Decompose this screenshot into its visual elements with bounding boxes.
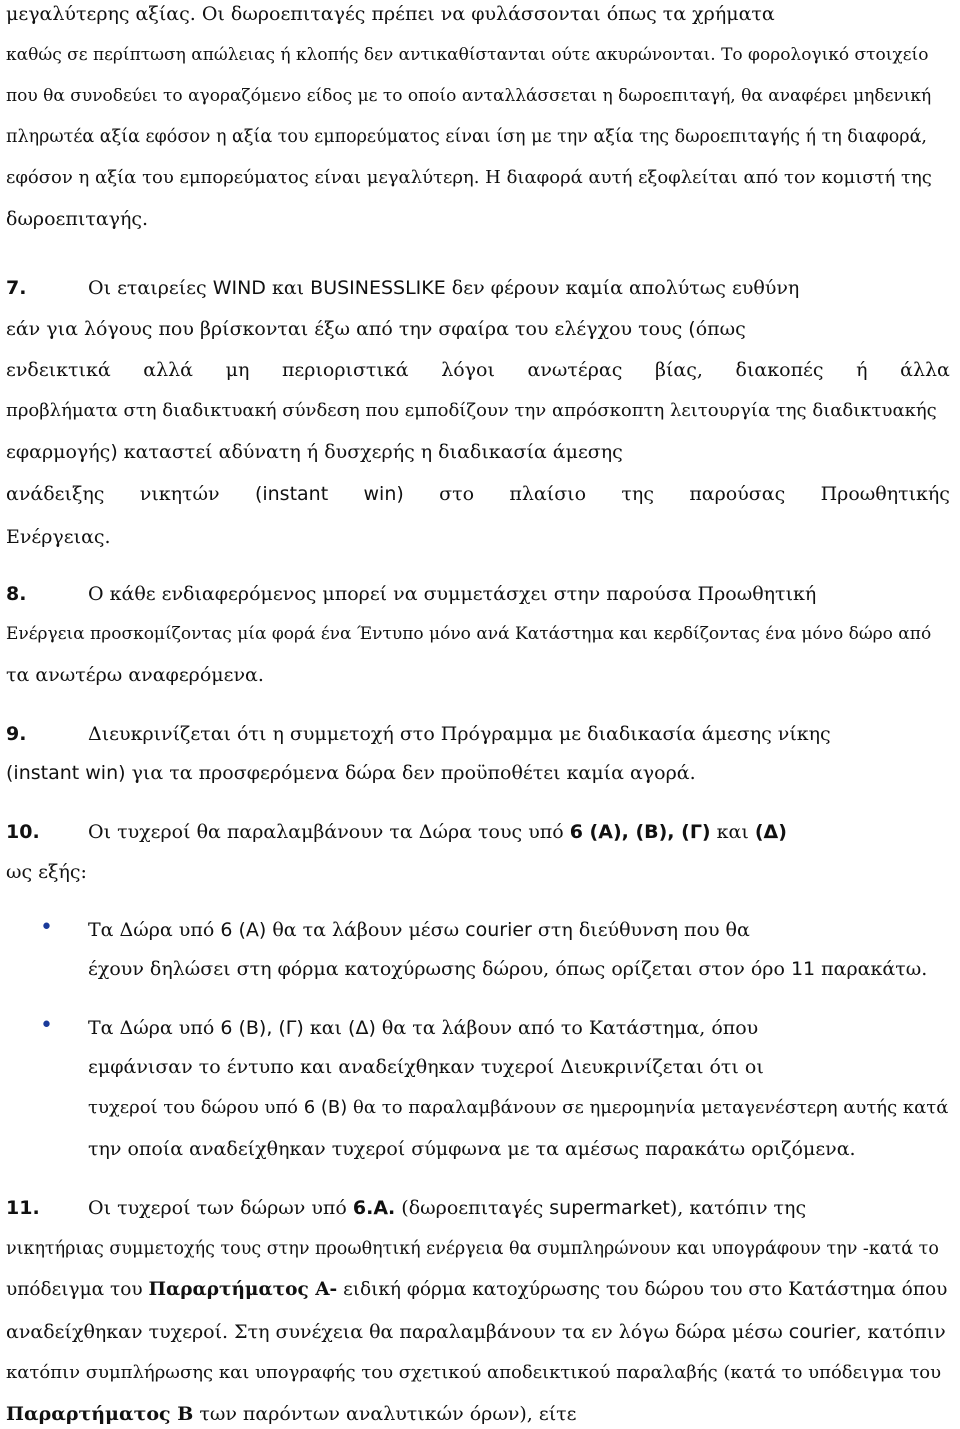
text-line: που θα συνοδεύει το αγοραζόμενο είδος με το οποίο ανταλλάσσεται η δωροεπιταγή, θα αναφέρει μηδενική bbox=[6, 86, 932, 106]
text-line: εφαρμογής) καταστεί αδύνατη ή δυσχερής η διαδικασία άμεσης bbox=[6, 441, 623, 463]
text-line: πληρωτέα αξία εφόσον η αξία του εμπορεύματος είναι ίση με την αξία της δωροεπιταγής ή τη διαφορά, bbox=[6, 127, 927, 147]
text-line: Ενέργεια προσκομίζοντας μία φορά ένα Έντυπο μόνο ανά Κατάστημα και κερδίζοντας ένα μόνο δώρο από bbox=[6, 624, 932, 644]
text-line: Διευκρινίζεται ότι η συμμετοχή στο Πρόγραμμα με διαδικασία άμεσης νίκης bbox=[88, 723, 831, 745]
text-line: την οποία αναδείχθηκαν τυχεροί σύμφωνα με τα αμέσως παρακάτω οριζόμενα. bbox=[88, 1138, 856, 1160]
text-line: καθώς σε περίπτωση απώλειας ή κλοπής δεν αντικαθίστανται ούτε ακυρώνονται. Το φορολογικό στοιχείο bbox=[6, 45, 929, 65]
text-line: Οι τυχεροί θα παραλαμβάνουν τα Δώρα τους υπό 6 (Α), (Β), (Γ) και (Δ) bbox=[88, 821, 787, 843]
text-line-justified: ενδεικτικά αλλά μη περιοριστικά λόγοι ανωτέρας βίας, διακοπές ή άλλα bbox=[6, 359, 950, 381]
bullet-icon: • bbox=[40, 915, 53, 940]
text-line: Ο κάθε ενδιαφερόμενος μπορεί να συμμετάσχει στην παρούσα Προωθητική bbox=[88, 583, 817, 605]
text-line: δωροεπιταγής. bbox=[6, 208, 149, 230]
text-line: Τα Δώρα υπό 6 (Α) θα τα λάβουν μέσω courier στη διεύθυνση που θα bbox=[88, 919, 750, 941]
text-line: νικητήριας συμμετοχής τους στην προωθητική ενέργεια θα συμπληρώνουν και υπογράφουν την -κατά το bbox=[6, 1239, 939, 1259]
text-line: μεγαλύτερης αξίας. Οι δωροεπιταγές πρέπει να φυλάσσονται όπως τα χρήματα bbox=[6, 3, 775, 25]
text-line: Οι εταιρείες WIND και BUSINESSLIKE δεν φέρουν καμία απολύτως ευθύνη bbox=[88, 277, 800, 299]
text-line: Ενέργειας. bbox=[6, 526, 111, 548]
paragraph-number: 8. bbox=[6, 583, 27, 605]
text-line: κατόπιν συμπλήρωσης και υπογραφής του σχετικού αποδεικτικού παραλαβής (κατά το υπόδειγμα του bbox=[6, 1362, 942, 1383]
bullet-icon: • bbox=[40, 1013, 53, 1038]
paragraph-number: 10. bbox=[6, 821, 40, 843]
paragraph-number: 11. bbox=[6, 1197, 40, 1219]
paragraph-number: 7. bbox=[6, 277, 27, 299]
text-line: αναδείχθηκαν τυχεροί. Στη συνέχεια θα παραλαμβάνουν τα εν λόγω δώρα μέσω courier, κατόπιν bbox=[6, 1321, 946, 1343]
text-line: εμφάνισαν το έντυπο και αναδείχθηκαν τυχεροί Διευκρινίζεται ότι οι bbox=[88, 1056, 764, 1078]
text-line: Οι τυχεροί των δώρων υπό 6.Α. (δωροεπιταγές supermarket), κατόπιν της bbox=[88, 1197, 807, 1219]
text-line: Παραρτήματος Β των παρόντων αναλυτικών όρων), είτε bbox=[6, 1403, 577, 1425]
text-line: τυχεροί του δώρου υπό 6 (Β) θα το παραλαμβάνουν σε ημερομηνία μεταγενέστερη αυτής κατά bbox=[88, 1097, 949, 1118]
text-line: εάν για λόγους που βρίσκονται έξω από την σφαίρα του ελέγχου τους (όπως bbox=[6, 318, 746, 340]
text-line-justified: ανάδειξης νικητών (instant win) στο πλαίσιο της παρούσας Προωθητικής bbox=[6, 483, 950, 505]
text-line: εφόσον η αξία του εμπορεύματος είναι μεγαλύτερη. Η διαφορά αυτή εξοφλείται από τον κομιστή της bbox=[6, 167, 932, 188]
text-line: Τα Δώρα υπό 6 (Β), (Γ) και (Δ) θα τα λάβουν από το Κατάστημα, όπου bbox=[88, 1017, 759, 1039]
text-line: (instant win) για τα προσφερόμενα δώρα δεν προϋποθέτει καμία αγορά. bbox=[6, 762, 696, 784]
text-line: έχουν δηλώσει στη φόρμα κατοχύρωσης δώρου, όπως ορίζεται στον όρο 11 παρακάτω. bbox=[88, 958, 928, 980]
text-line: τα ανωτέρω αναφερόμενα. bbox=[6, 664, 264, 686]
text-line: προβλήματα στη διαδικτυακή σύνδεση που εμποδίζουν την απρόσκοπτη λειτουργία της διαδικτυακής bbox=[6, 400, 937, 421]
paragraph-number: 9. bbox=[6, 723, 27, 745]
text-line: υπόδειγμα του Παραρτήματος Α- ειδική φόρμα κατοχύρωσης του δώρου του στο Κατάστημα όπου bbox=[6, 1279, 948, 1300]
text-line: ως εξής: bbox=[6, 861, 87, 883]
